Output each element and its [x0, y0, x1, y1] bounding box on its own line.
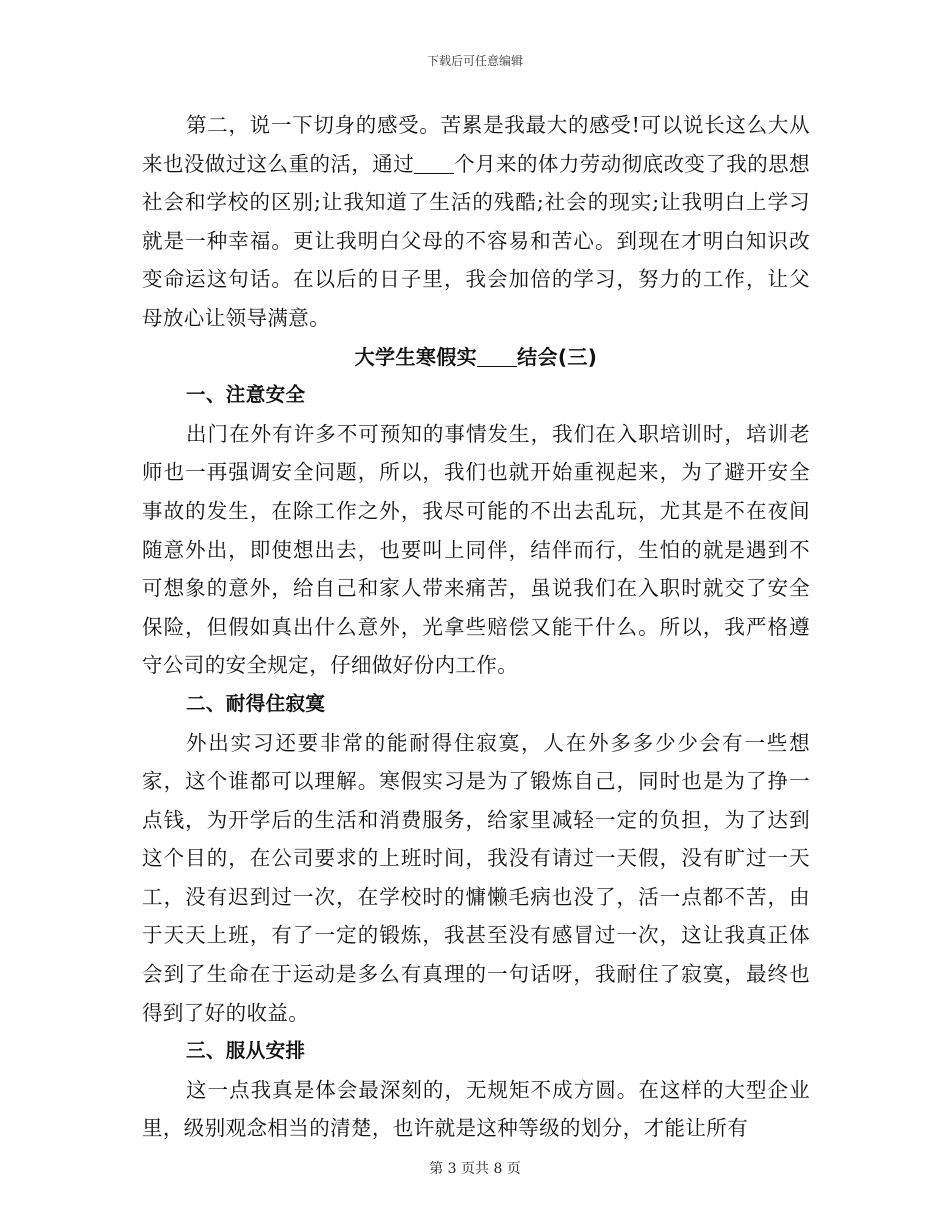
- title-blank-line: [477, 346, 517, 367]
- section-title: [142, 338, 810, 377]
- paragraph-loneliness: 外出实习还要非常的能耐得住寂寞，人在外多多少少会有一些想家，这个谁都可以理解。寒假实习是为了锻炼自己，同时也是为了挣一点钱，为开学后的生活和消费服务，给家里减轻一定的负担，为了达到这个目的，在公司要求的上班时间，我没有请过一天假，没有旷过一天工，没有迟到过一次，在学校时的慵懒毛病也没了，活一点都不苦，由于天天上班，有了一定的锻炼，我甚至没有感冒过一次，这让我真正体会到了生命在于运动是多么有真理的一句话呀，我耐住了寂寞，最终也得到了好的收益。: [142, 730, 810, 1025]
- intro-text-part1: 第二，说一下切身的感受。苦累是我最大的感受!可以说长这么大从来也没做过这么重的活，通过: [142, 113, 810, 176]
- paragraph-obey: 这一点我真是体会最深刻的，无规矩不成方圆。在这样的大型企业里，级别观念相当的清楚，也许就是这种等级的划分，才能让所有: [142, 1077, 810, 1141]
- blank-line: [414, 152, 454, 174]
- intro-text-part2: 个月来的体力劳动彻底改变了我的思想社会和学校的区别;让我知道了生活的残酷;社会的现实;让我明白上学习就是一种幸福。更让我明白父母的不容易和苦心。到现在才明白知识改变命运这句话。在以后的日子里，我会加倍的学习，努力的工作，让父母放心让领导满意。: [142, 151, 810, 330]
- page-number: 第 3 页共 8 页: [429, 1161, 521, 1177]
- heading-loneliness: 二、耐得住寂寞: [186, 691, 326, 715]
- paragraph-safety: 出门在外有许多不可预知的事情发生，我们在入职培训时，培训老师也一再强调安全问题，所以，我们也就开始重视起来，为了避开安全事故的发生，在除工作之外，我尽可能的不出去乱玩，尤其是不在夜间随意外出，即使想出去，也要叫上同伴，结伴而行，生怕的就是遇到不可想象的意外，给自己和家人带来痛苦，虽说我们在入职时就交了安全保险，但假如真出什么意外，光拿些赔偿又能干什么。所以，我严格遵守公司的安全规定，仔细做好份内工作。: [142, 421, 810, 678]
- section-title-part2: 结会(三): [517, 344, 598, 369]
- heading-obey: 三、服从安排: [186, 1039, 306, 1063]
- heading-safety: 一、注意安全: [186, 383, 306, 407]
- page-header-note: 下载后可任意编辑: [426, 54, 523, 68]
- intro-paragraph: [142, 106, 810, 338]
- section-title-part1: 大学生寒假实: [354, 344, 478, 369]
- document-body: [142, 106, 810, 1148]
